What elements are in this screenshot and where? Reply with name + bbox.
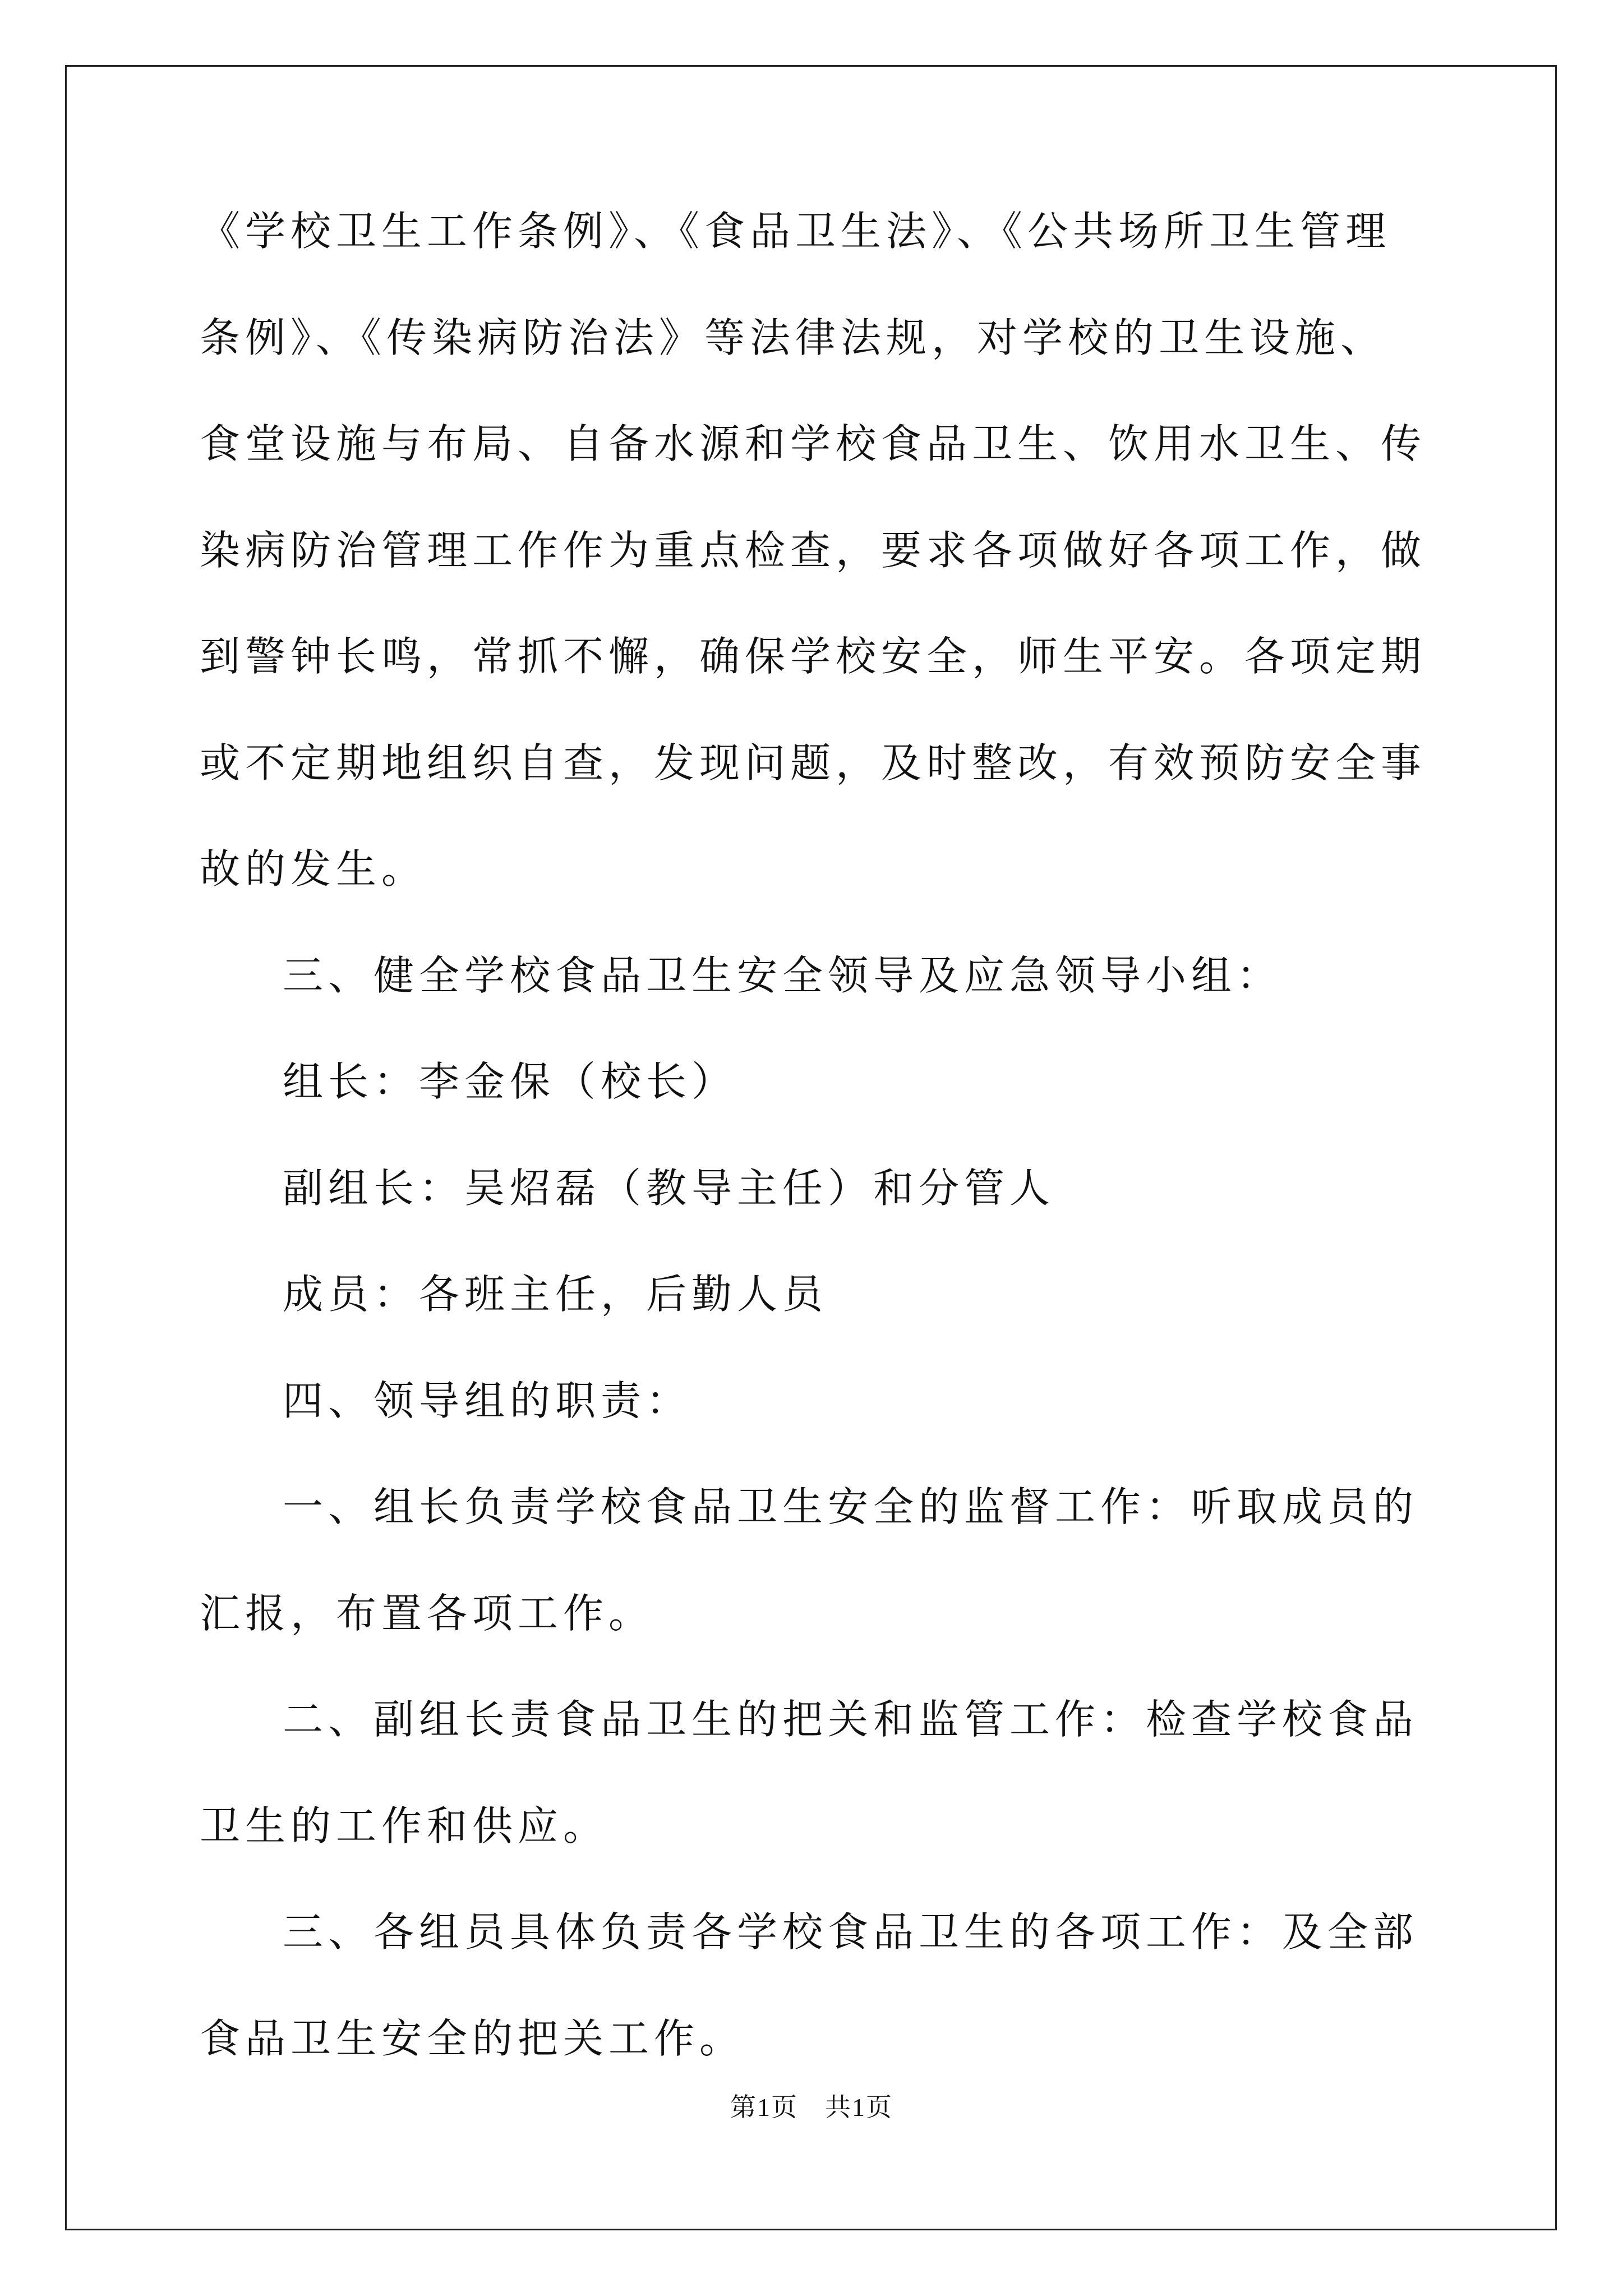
- paragraph-deputy-leader: 副组长：吴炤磊（教导主任）和分管人: [283, 1164, 1055, 1212]
- paragraph-duty-two: 二、副组长责食品卫生的把关和监管工作：检查学校食品卫生的工作和供应。: [200, 1696, 1419, 1849]
- paragraph-section-three-heading: 三、健全学校食品卫生安全领导及应急领导小组：: [283, 951, 1283, 999]
- paragraph-regulations: 《学校卫生工作条例》、《食品卫生法》、《公共场所卫生管理条例》、《传染病防治法》等法律法规，对学校的卫生设施、食堂设施与布局、自备水源和学校食品卫生、饮用水卫生、传染病防治管理工作作为重点检查，要求各项做好各项工作，做到警钟长鸣，常抓不懈，确保学校安全，师生平安。各项定期或不定期地组织自查，发现问题，及时整改，有效预防安全事故的发生。: [200, 208, 1427, 892]
- paragraph-group-leader: 组长：李金保（校长）: [283, 1058, 737, 1105]
- paragraph-duty-one: 一、组长负责学校食品卫生安全的监督工作：听取成员的汇报，布置各项工作。: [200, 1483, 1419, 1637]
- document-body: [200, 178, 1428, 2092]
- paragraph-section-four-heading: 四、领导组的职责：: [283, 1377, 692, 1424]
- paragraph-duty-three: 三、各组员具体负责各学校食品卫生的各项工作：及全部食品卫生安全的把关工作。: [200, 1908, 1419, 2062]
- paragraph-members: 成员：各班主任，后勤人员: [283, 1271, 828, 1318]
- page-number-footer: 第1页 共1页: [730, 2093, 893, 2122]
